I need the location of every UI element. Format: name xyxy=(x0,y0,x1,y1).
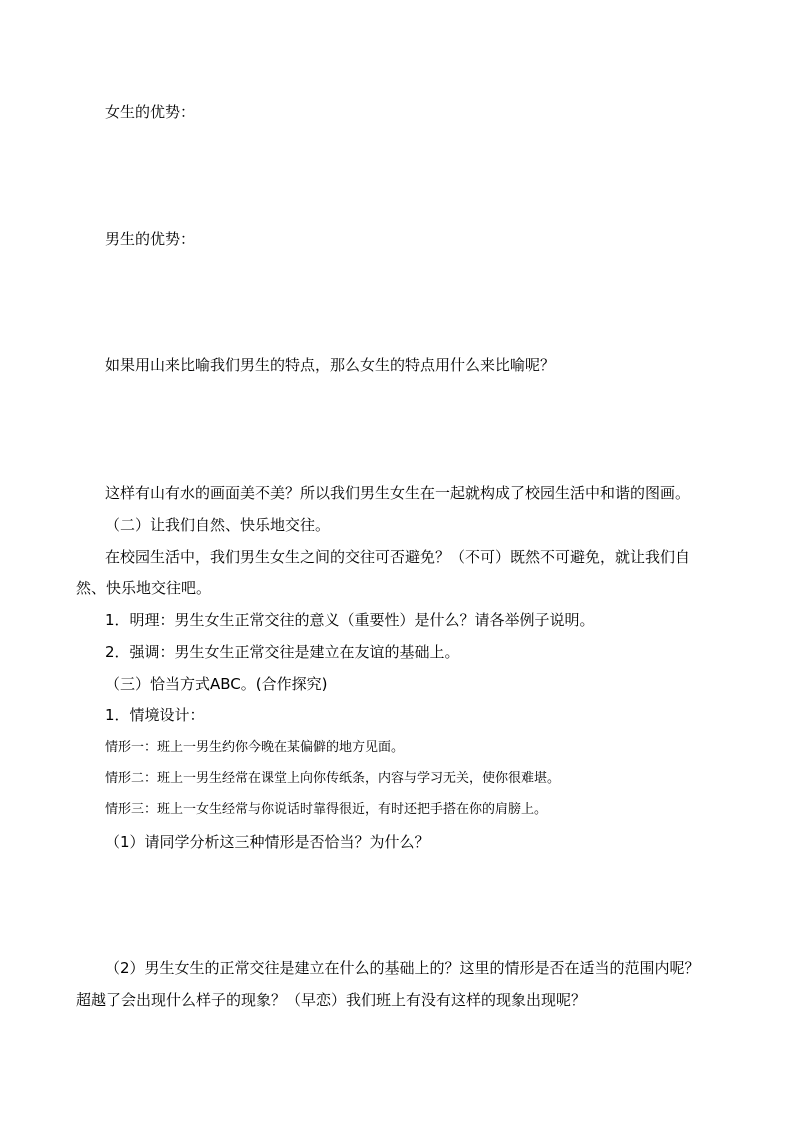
scenario-three: 情形三：班上一女生经常与你说话时靠得很近，有时还把手搭在你的肩膀上。 xyxy=(105,802,548,817)
harmony-paragraph: 这样有山有水的画面美不美？所以我们男生女生在一起就构成了校园生活中和谐的图画。 xyxy=(105,484,691,502)
question-two-line1: （2）男生女生的正常交往是建立在什么的基础上的？这里的情形是否在适当的范围内呢？ xyxy=(105,959,700,977)
point-two: 2．强调：男生女生正常交往是建立在友谊的基础上。 xyxy=(105,643,460,661)
scenario-two: 情形二：班上一男生经常在课堂上向你传纸条，内容与学习无关，使你很难堪。 xyxy=(105,771,561,786)
boys-advantage-label: 男生的优势： xyxy=(105,230,196,248)
section-two-heading: （二）让我们自然、快乐地交往。 xyxy=(105,516,331,534)
girls-advantage-label: 女生的优势： xyxy=(105,103,196,121)
metaphor-question: 如果用山来比喻我们男生的特点，那么女生的特点用什么来比喻呢？ xyxy=(105,356,556,374)
point-one: 1．明理：男生女生正常交往的意义（重要性）是什么？请各举例子说明。 xyxy=(105,611,595,629)
scenario-one: 情形一：班上一男生约你今晚在某偏僻的地方见面。 xyxy=(105,740,405,755)
question-two-line2: 超越了会出现什么样子的现象？（早恋）我们班上有没有这样的现象出现呢？ xyxy=(76,991,587,1009)
scenario-design-heading: 1．情境设计： xyxy=(105,706,205,724)
interaction-paragraph-line1: 在校园生活中，我们男生女生之间的交往可否避免？（不可）既然不可避免，就让我们自 xyxy=(105,548,691,566)
interaction-paragraph-line2: 然、快乐地交往吧。 xyxy=(76,579,212,597)
section-three-heading: （三）恰当方式ABC。(合作探究) xyxy=(105,675,328,693)
question-one: （1）请同学分析这三种情形是否恰当？为什么？ xyxy=(105,833,430,851)
